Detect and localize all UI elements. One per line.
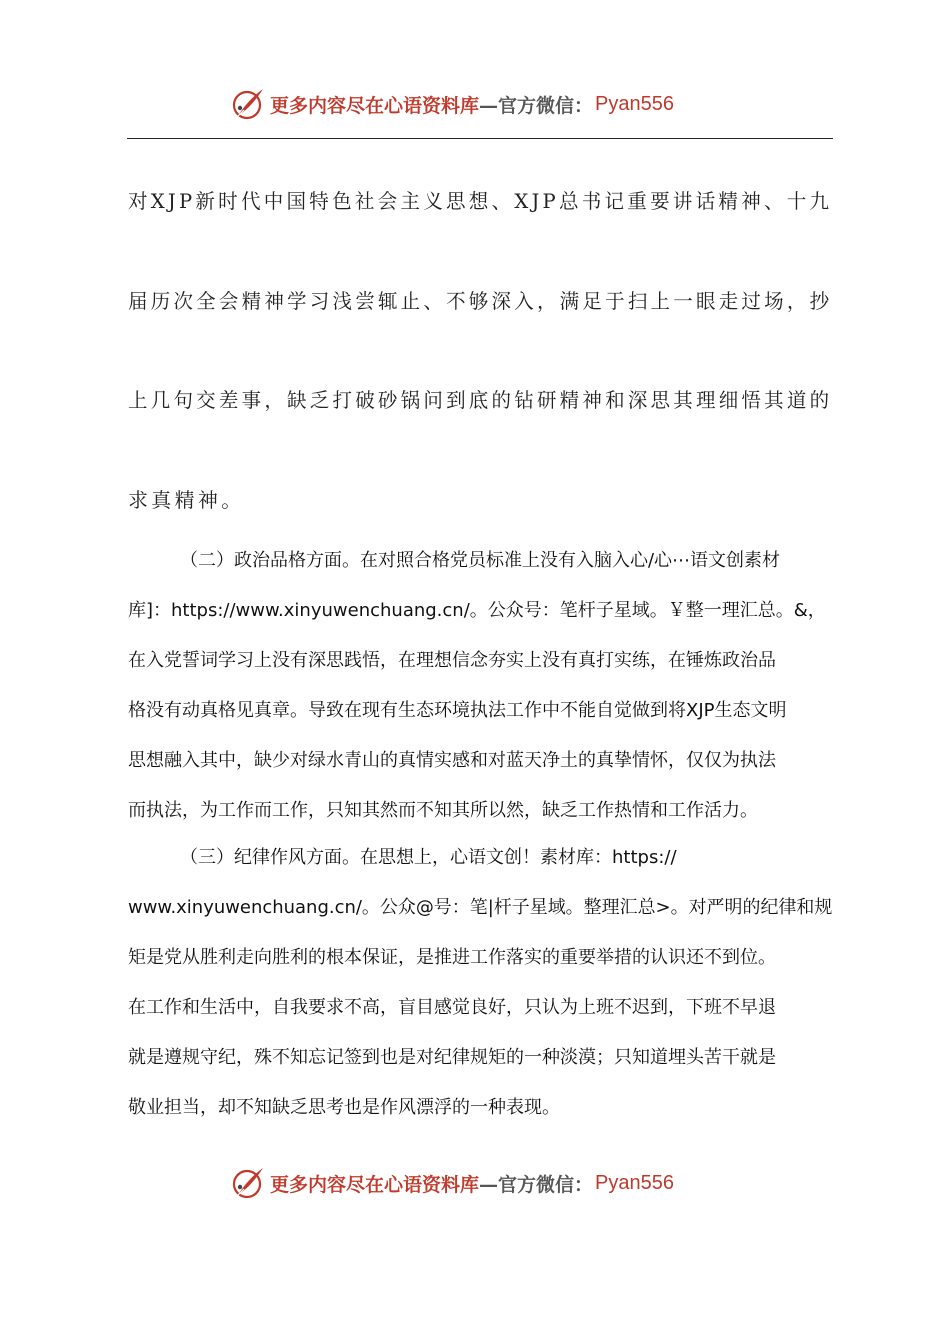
quill-pen-logo-icon (230, 86, 266, 122)
brand-main-text: 更多内容尽在心语资料库 (270, 1173, 480, 1196)
brand-sub-text: —官方微信： (479, 1173, 594, 1196)
header-divider (127, 138, 833, 139)
paragraph-line: 敬业担当，却不知缺乏思考也是作风漂浮的一种表现。 (128, 1097, 560, 1118)
paragraph-line: 就是遵规守纪，殊不知忘记签到也是对纪律规矩的一种淡漠；只知道埋头苦干就是 (128, 1047, 776, 1068)
footer-brand-banner (230, 1163, 750, 1203)
brand-wechat-id: Pyan556 (595, 1171, 674, 1194)
paragraph-line: 上几句交差事，缺乏打破砂锅问到底的钻研精神和深思其理细悟其道的 (128, 388, 833, 412)
paragraph-line: 思想融入其中，缺少对绿水青山的真情实感和对蓝天净土的真挚情怀，仅仅为执法 (128, 750, 776, 771)
brand-wechat-id: Pyan556 (595, 92, 674, 115)
paragraph-line: 矩是党从胜利走向胜利的根本保证，是推进工作落实的重要举措的认识还不到位。 (128, 947, 776, 968)
brand-sub-text: —官方微信： (479, 94, 594, 117)
brand-main-text: 更多内容尽在心语资料库 (270, 94, 480, 117)
paragraph-line: 在入党誓词学习上没有深思践悟，在理想信念夯实上没有真打实练，在锤炼政治品 (128, 650, 776, 671)
paragraph-line: （二）政治品格方面。在对照合格党员标准上没有入脑入心/心⋯语文创素材 (180, 550, 781, 571)
paragraph-line: 在工作和生活中，自我要求不高，盲目感觉良好，只认为上班不迟到，下班不早退 (128, 997, 776, 1018)
paragraph-line: 而执法，为工作而工作，只知其然而不知其所以然，缺乏工作热情和工作活力。 (128, 800, 758, 821)
paragraph-line: www.xinyuwenchuang.cn/。公众@号：笔|杆子星域。整理汇总>。对严明的纪律和规 (128, 897, 833, 918)
paragraph-line: 届历次全会精神学习浅尝辄止、不够深入，满足于扫上一眼走过场，抄 (128, 289, 833, 313)
paragraph-line: 对XJP新时代中国特色社会主义思想、XJP总书记重要讲话精神、十九 (128, 189, 833, 213)
paragraph-line: （三）纪律作风方面。在思想上，心语文创！素材库：https:// (180, 847, 677, 868)
header-brand-banner (230, 84, 750, 124)
paragraph-line: 格没有动真格见真章。导致在现有生态环境执法工作中不能自觉做到将XJP生态文明 (128, 700, 787, 721)
paragraph-line: 求真精神。 (128, 488, 245, 512)
quill-pen-logo-icon (230, 1165, 266, 1201)
paragraph-line: 库]：https://www.xinyuwenchuang.cn/。公众号：笔杆子星域。￥整一理汇总。&， (128, 600, 826, 621)
